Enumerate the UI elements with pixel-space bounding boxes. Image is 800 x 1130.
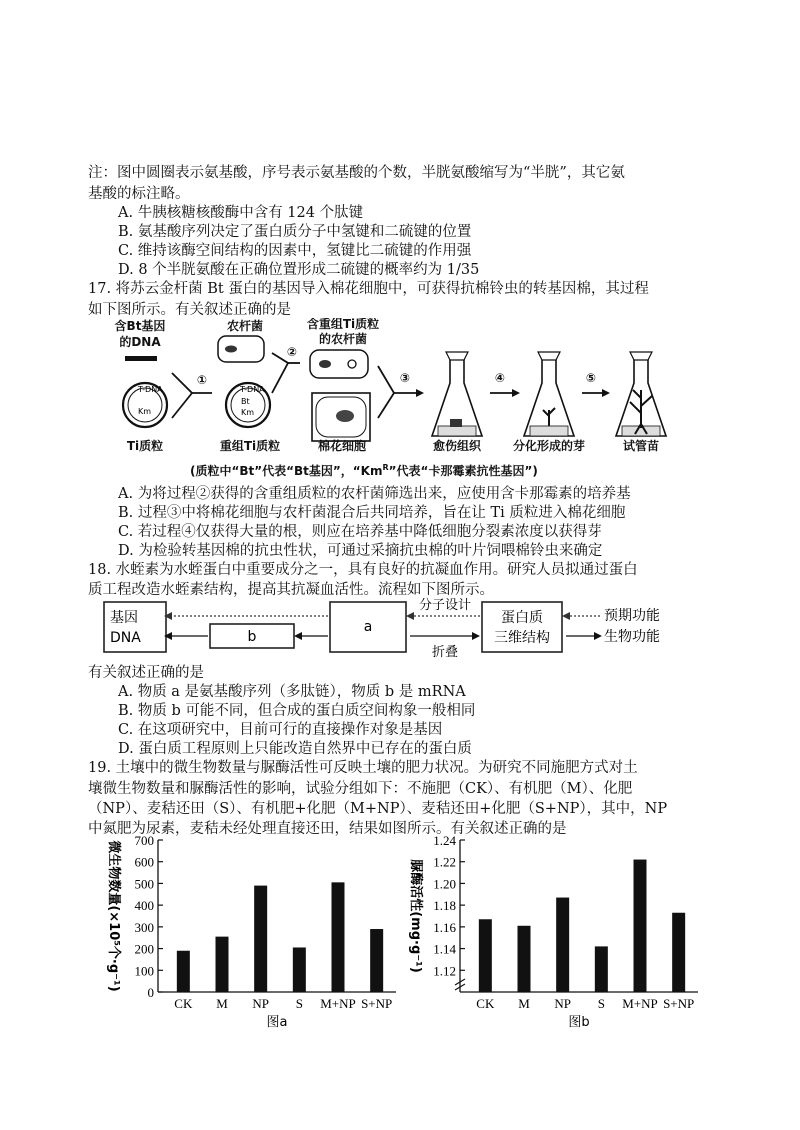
- x-tick-label: M+NP: [622, 996, 658, 1011]
- y-tick-label: 1.12: [433, 963, 456, 979]
- bar-M+NP: [332, 882, 345, 992]
- q18-stem-2: 质工程改造水蛭素结构，提高其抗凝血活性。流程如下图所示。: [88, 582, 494, 598]
- x-tick-label: S+NP: [663, 996, 695, 1011]
- svg-text:Km: Km: [138, 407, 152, 416]
- svg-text:DNA: DNA: [110, 630, 141, 646]
- q19-stem-3: （NP）、麦秸还田（S）、有机肥+化肥（M+NP）、麦秸还田+化肥（S+NP），其中，NP: [88, 801, 668, 817]
- bar-M+NP: [634, 860, 647, 992]
- svg-text:②: ②: [286, 345, 298, 359]
- bar-S: [293, 947, 306, 992]
- q19-stem-2: 壤微生物数量和脲酶活性的影响，试验分组如下：不施肥（CK）、有机肥（M）、化肥: [88, 781, 633, 797]
- x-tick-label: S+NP: [361, 996, 393, 1011]
- recombinant-agrobacterium-cell: [310, 350, 368, 378]
- chart-a: [96, 832, 406, 1032]
- q16-option-d: D. 8 个半胱氨酸在正确位置形成二硫键的概率约为 1/35: [118, 262, 480, 278]
- svg-text:Bt: Bt: [241, 397, 250, 406]
- y-tick-label: 1.18: [433, 898, 456, 914]
- svg-text:③: ③: [399, 371, 411, 385]
- x-tick-label: NP: [554, 996, 571, 1011]
- plantlet-label: 试管苗: [622, 439, 660, 453]
- dna-label-2: 的DNA: [119, 335, 161, 349]
- agrobacterium-label: 农杆菌: [226, 319, 264, 333]
- bar-S: [595, 946, 608, 992]
- ti-plasmid: [123, 383, 167, 427]
- q18-option-c: C. 在这项研究中，目前可行的直接操作对象是基因: [118, 722, 443, 738]
- svg-text:④: ④: [494, 371, 506, 385]
- x-tick-label: M: [518, 996, 530, 1011]
- x-tick-label: CK: [476, 996, 495, 1011]
- svg-text:Km: Km: [241, 408, 255, 417]
- bar-M: [518, 926, 531, 992]
- y-tick-label: 1.16: [433, 919, 456, 935]
- q18-option-b: B. 物质 b 可能不同，但合成的蛋白质空间构象一般相同: [118, 703, 476, 719]
- bud-flask: [524, 352, 574, 436]
- recombinant-agro-label-1: 含重组Ti质粒: [306, 318, 380, 331]
- svg-text:蛋白质: 蛋白质: [501, 610, 543, 626]
- svg-text:三维结构: 三维结构: [494, 630, 550, 646]
- q16-option-c: C. 维持该酶空间结构的因素中，氢键比二硫键的作用强: [118, 243, 472, 259]
- y-tick-label: 200: [134, 941, 154, 957]
- recombinant-plasmid-label: 重组Ti质粒: [219, 439, 281, 453]
- bar-S+NP: [672, 913, 685, 992]
- svg-text:a: a: [363, 619, 373, 635]
- q17-option-a: A. 为将过程②获得的含重组质粒的农杆菌筛选出来，应使用含卡那霉素的培养基: [118, 486, 631, 502]
- y-tick-label: 700: [134, 833, 154, 848]
- plantlet-flask: [616, 352, 666, 436]
- q17-option-d: D. 为检验转基因棉的抗虫性状，可通过采摘抗虫棉的叶片饲喂棉铃虫来确定: [118, 543, 603, 559]
- chart-b: [398, 832, 708, 1032]
- y-tick-label: 100: [134, 963, 154, 979]
- y-tick-label: 1.22: [433, 854, 456, 870]
- q19-stem-4: 中氮肥为尿素，麦秸未经处理直接还田，结果如图所示。有关叙述正确的是: [88, 821, 567, 837]
- y-tick-label: 300: [134, 919, 154, 935]
- diagram-caption: (质粒中“Bt”代表“Bt基因”，“$Km^R$”代表“卡那霉素抗性基因”): [190, 463, 538, 478]
- svg-text:折叠: 折叠: [431, 645, 459, 660]
- bar-CK: [479, 919, 492, 992]
- svg-text:基因: 基因: [110, 610, 138, 626]
- x-tick-label: M: [216, 996, 228, 1011]
- y-tick-label: 500: [134, 876, 154, 892]
- y-tick-label: 400: [134, 898, 154, 914]
- x-tick-label: NP: [252, 996, 269, 1011]
- q17-option-c: C. 若过程④仅获得大量的根，则应在培养基中降低细胞分裂素浓度以获得芽: [118, 524, 602, 540]
- x-tick-label: CK: [174, 996, 193, 1011]
- y-axis-label: 脲酶活性(mg·g⁻¹): [408, 859, 423, 973]
- recombinant-agro-label-2: 的农杆菌: [318, 332, 368, 346]
- y-tick-label: 1.24: [433, 833, 456, 848]
- q19-stem-1: 19. 土壤中的微生物数量与脲酶活性可反映土壤的肥力状况。为研究不同施肥方式对土: [88, 760, 638, 776]
- callus-label: 愈伤组织: [432, 439, 482, 453]
- svg-text:⑤: ⑤: [585, 371, 597, 385]
- q17-stem-1: 17. 将苏云金杆菌 Bt 蛋白的基因导入棉花细胞中，可获得抗棉铃虫的转基因棉，其过程: [88, 281, 649, 297]
- y-tick-label: 1.14: [433, 941, 456, 957]
- svg-text:①: ①: [196, 373, 208, 387]
- q16-option-a: A. 牛胰核糖核酸酶中含有 124 个肽键: [118, 205, 364, 221]
- cotton-cell-label: 棉花细胞: [317, 439, 367, 453]
- svg-text:b: b: [247, 629, 257, 645]
- y-tick-label: 0: [147, 985, 154, 1000]
- chart-title: 图a: [266, 1015, 288, 1030]
- chart-title: 图b: [568, 1015, 590, 1030]
- ti-plasmid-label: Ti质粒: [126, 439, 164, 453]
- bar-S+NP: [370, 929, 383, 992]
- bar-NP: [556, 898, 569, 992]
- svg-text:分子设计: 分子设计: [418, 598, 472, 613]
- recombinant-ti-plasmid: [226, 383, 270, 427]
- bar-NP: [254, 886, 267, 992]
- q18-option-d: D. 蛋白质工程原则上只能改造自然界中已存在的蛋白质: [118, 741, 472, 757]
- x-tick-label: M+NP: [320, 996, 356, 1011]
- q18-flow-diagram: [100, 596, 700, 664]
- q17-process-diagram: [100, 318, 680, 486]
- callus-flask: [432, 352, 482, 436]
- y-tick-label: 1.20: [433, 876, 456, 892]
- bt-gene-fragment: [125, 356, 157, 361]
- svg-text:生物功能: 生物功能: [604, 629, 660, 645]
- bar-M: [216, 937, 229, 992]
- q18-stem-3: 有关叙述正确的是: [88, 665, 204, 681]
- y-axis-label: 微生物数量(×10⁵个·g⁻¹): [106, 840, 121, 992]
- note-line-2: 基酸的标注略。: [88, 186, 190, 202]
- svg-text:T-DNA: T-DNA: [138, 385, 163, 394]
- svg-text:T-DNA: T-DNA: [240, 385, 265, 394]
- dna-label-1: 含Bt基因: [114, 319, 166, 333]
- bud-label: 分化形成的芽: [512, 439, 586, 453]
- bar-CK: [177, 951, 190, 992]
- svg-text:预期功能: 预期功能: [604, 608, 660, 624]
- note-line-1: 注：图中圆圈表示氨基酸，序号表示氨基酸的个数，半胱氨酸缩写为“半胱”，其它氨: [88, 165, 625, 181]
- x-tick-label: S: [597, 996, 605, 1011]
- agrobacterium-cell: [218, 336, 264, 362]
- y-tick-label: 600: [134, 854, 154, 870]
- q17-stem-2: 如下图所示。有关叙述正确的是: [88, 302, 291, 318]
- q18-stem-1: 18. 水蛭素为水蛭蛋白中重要成分之一，具有良好的抗凝血作用。研究人员拟通过蛋白: [88, 562, 638, 578]
- x-tick-label: S: [295, 996, 303, 1011]
- q17-option-b: B. 过程③中将棉花细胞与农杆菌混合后共同培养，旨在让 Ti 质粒进入棉花细胞: [118, 505, 626, 521]
- q16-option-b: B. 氨基酸序列决定了蛋白质分子中氢键和二硫键的位置: [118, 224, 472, 240]
- q18-option-a: A. 物质 a 是氨基酸序列（多肽链），物质 b 是 mRNA: [118, 684, 466, 700]
